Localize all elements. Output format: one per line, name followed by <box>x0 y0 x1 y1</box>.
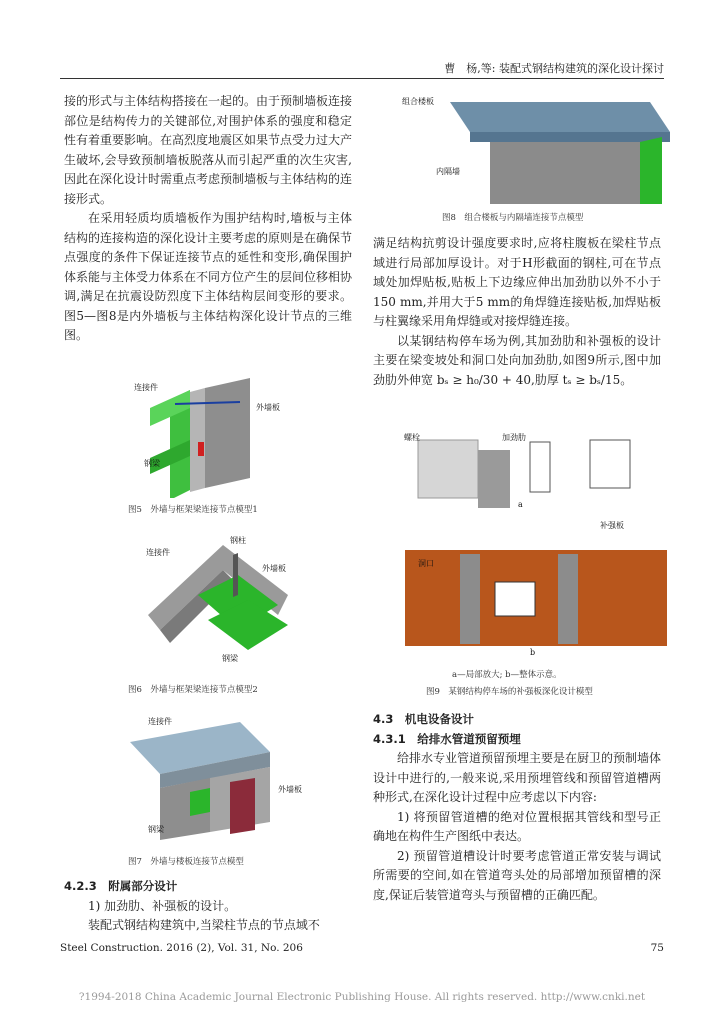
figure-9-caption: 图9 某钢结构停车场的补强板深化设计模型 <box>426 687 593 697</box>
figure-6-caption: 图6 外墙与框架梁连接节点模型2 <box>128 685 258 695</box>
paragraph: 给排水专业管道预留预埋主要是在厨卫的预制墙体设计中进行的,一般来说,采用预埋管线和预留管道槽两种形式,在深化设计过程中应考虑以下内容: <box>373 751 662 804</box>
label-part-a: a <box>518 500 523 509</box>
figure-5 <box>130 378 310 498</box>
running-header <box>60 60 664 79</box>
label-part-b: b <box>530 648 536 657</box>
label-opening: 洞口 <box>418 559 434 568</box>
paragraph: 在采用轻质均质墙板作为围护结构时,墙板与主体结构的连接构造的深化设计主要考虑的原则是在确保节点强度的条件下保证连接节点的延性和变形,确保围护体系能与主体受力体系在不同方位产生的层间位移相协调,满足在抗震设防烈度下主体结构层间变形的要求。图5—图8是内外墙板与主体结构深化设计节点的三维图。 <box>64 211 353 342</box>
paragraph: 以某钢结构停车场为例,其加劲肋和补强板的设计主要在梁变坡处和洞口处向加劲肋,如图9所示,图中加劲肋外伸宽 bₛ ≥ h₀/30 + 40,肋厚 tₛ ≥ bₛ/15。 <box>373 333 661 387</box>
figure-8 <box>400 92 670 204</box>
figure-5-illustration <box>130 378 310 498</box>
list-item: 1) 加劲肋、补强板的设计。 <box>88 898 237 913</box>
label-composite-slab: 组合楼板 <box>402 97 434 106</box>
label-connector: 连接件 <box>148 717 172 726</box>
label-reinforcing-plate: 补强板 <box>600 521 624 530</box>
label-connector: 连接件 <box>134 383 158 392</box>
label-connector: 连接件 <box>146 548 170 557</box>
copyright-notice: ?1994-2018 China Academic Journal Electronic Publishing House. All rights reserved. http://www.cnki.net <box>78 991 646 1003</box>
section-heading: 4.2.3 附属部分设计 <box>64 879 178 893</box>
figure-9-illustration <box>400 432 670 662</box>
label-bolt: 螺栓 <box>404 433 420 442</box>
right-column-bottom <box>373 710 661 905</box>
subsection-heading: 4.3.1 给排水管道预留预埋 <box>373 731 521 746</box>
paragraph: 满足结构抗剪设计强度要求时,应将柱腹板在梁柱节点域进行局部加厚设计。对于H形截面的钢柱,可在节点域处加焊贴板,贴板上下边缘应伸出加劲肋以外不小于150 mm,并用大于5 mm的角焊缝连接贴板,加焊贴板与柱翼缘采用角焊缝或对接焊缝连接。 <box>373 236 661 328</box>
figure-6 <box>138 535 308 665</box>
left-column-top <box>64 92 352 346</box>
page-number: 75 <box>650 942 664 954</box>
journal-info: Steel Construction. 2016 (2), Vol. 31, No. 206 <box>60 942 303 954</box>
figure-8-illustration <box>400 92 670 204</box>
label-steel-beam: 钢梁 <box>144 459 160 468</box>
paragraph: 接的形式与主体结构搭接在一起的。由于预制墙板连接部位是结构传力的关键部位,对围护体系的强度和稳定性有着重要影响。在高烈度地震区如果节点受力过大产生破坏,会导致预制墙板脱落从而引起严重的次生灾害,因此在深化设计时需重点考虑预制墙板与主体结构的连接形式。 <box>64 94 353 206</box>
page-footer <box>60 942 664 954</box>
label-partition-wall: 内隔墙 <box>436 167 460 176</box>
label-steel-beam: 钢梁 <box>222 654 238 663</box>
figure-5-caption: 图5 外墙与框架梁连接节点模型1 <box>128 505 258 515</box>
paragraph: 装配式钢结构建筑中,当梁柱节点的节点域不 <box>88 918 320 932</box>
label-steel-column: 钢柱 <box>230 536 246 545</box>
label-outer-wall: 外墙板 <box>262 564 286 573</box>
label-steel-beam: 钢梁 <box>148 825 164 834</box>
figure-8-caption: 图8 组合楼板与内隔墙连接节点模型 <box>442 213 584 223</box>
paragraph: 2) 预留管道槽设计时要考虑管道正常安装与调试所需要的空间,如在管道弯头处的局部增加预留槽的深度,保证后装管道弯头与预留槽的正确匹配。 <box>373 848 661 902</box>
label-stiffener: 加劲肋 <box>502 433 526 442</box>
section-heading: 4.3 机电设备设计 <box>373 712 474 726</box>
label-outer-wall: 外墙板 <box>278 785 302 794</box>
figure-7-caption: 图7 外墙与楼板连接节点模型 <box>128 857 244 867</box>
figure-7-illustration <box>130 712 310 842</box>
figure-7 <box>130 712 310 842</box>
left-column-bottom <box>64 877 352 936</box>
label-outer-wall: 外墙板 <box>256 403 280 412</box>
right-column-top <box>373 234 661 390</box>
figure-9 <box>400 432 670 662</box>
figure-9-subcaption: a—局部放大; b—整体示意。 <box>452 670 562 680</box>
header-text: 曹 杨,等: 装配式钢结构建筑的深化设计探讨 <box>444 62 664 75</box>
paragraph: 1) 将预留管道槽的绝对位置根据其管线和型号正确地在构件生产图纸中表达。 <box>373 809 661 843</box>
